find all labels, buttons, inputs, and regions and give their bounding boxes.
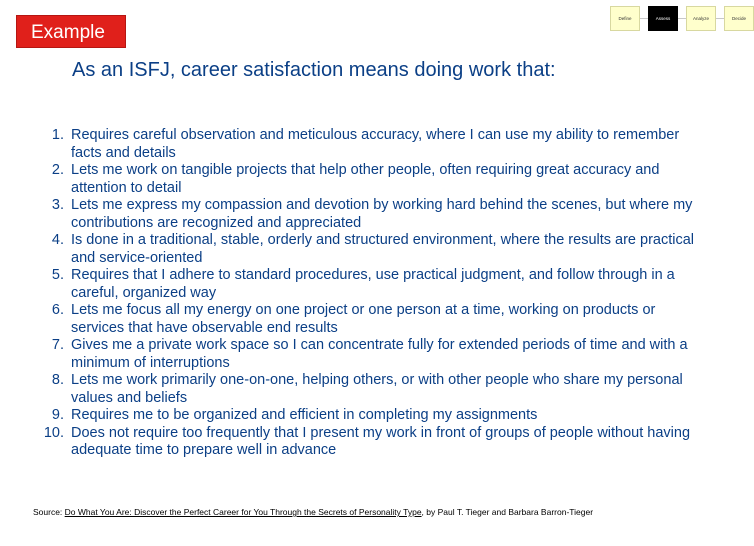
list-item-number: 1. xyxy=(51,127,64,143)
list-item xyxy=(36,127,708,162)
list-item-text: Gives me a private work space so I can concentrate fully for extended periods of time and with a minimum of interruptions xyxy=(71,337,688,371)
list-item-text: Lets me work on tangible projects that help other people, often requiring great accuracy and attention to detail xyxy=(71,162,660,196)
list-item-number: 9. xyxy=(51,407,64,423)
nav-step-assess[interactable]: Assess xyxy=(648,6,678,31)
satisfaction-list xyxy=(36,127,708,460)
list-item-number: 3. xyxy=(51,197,64,213)
list-item-number: 4. xyxy=(51,232,64,248)
list-item-text: Requires me to be organized and efficient in completing my assignments xyxy=(71,407,538,423)
list-item xyxy=(36,425,708,460)
list-item-number: 5. xyxy=(51,267,64,283)
list-item-number: 2. xyxy=(51,162,64,178)
source-prefix: Source: xyxy=(33,507,65,517)
list-item xyxy=(36,337,708,372)
list-item-number: 7. xyxy=(51,337,64,353)
list-item-text: Is done in a traditional, stable, orderly and structured environment, where the results are practical and service-oriented xyxy=(71,232,695,266)
page-title: As an ISFJ, career satisfaction means doing work that: xyxy=(72,59,556,81)
list-item-text: Requires that I adhere to standard procedures, use practical judgment, and follow through in a careful, organized way xyxy=(71,267,675,301)
list-item-number: 6. xyxy=(51,302,64,318)
list-item xyxy=(36,372,708,407)
list-item xyxy=(36,302,708,337)
example-badge: Example xyxy=(16,15,126,48)
nav-step-analyze[interactable]: Analyze xyxy=(686,6,716,31)
list-item-number: 8. xyxy=(51,372,64,388)
nav-step-decide[interactable]: Decide xyxy=(724,6,754,31)
nav-connector xyxy=(640,18,648,19)
source-citation xyxy=(33,507,593,517)
list-item-text: Lets me focus all my energy on one project or one person at a time, working on products or services that have observable end results xyxy=(71,302,656,336)
list-item-number: 10. xyxy=(43,424,64,441)
list-item-text: Lets me express my compassion and devotion by working hard behind the scenes, but where my contributions are recognized and appreciated xyxy=(71,197,693,231)
list-item xyxy=(36,162,708,197)
list-item xyxy=(36,232,708,267)
list-item xyxy=(36,267,708,302)
nav-connector xyxy=(716,18,724,19)
source-book-link[interactable]: Do What You Are: Discover the Perfect Career for You Through the Secrets of Personality Type xyxy=(64,507,422,517)
process-nav xyxy=(610,6,754,31)
list-item xyxy=(36,197,708,232)
nav-connector xyxy=(678,18,686,19)
source-suffix: , by Paul T. Tieger and Barbara Barron-Tieger xyxy=(421,507,594,517)
list-item-text: Does not require too frequently that I present my work in front of groups of people without having adequate time to prepare well in advance xyxy=(71,424,691,458)
nav-step-define[interactable]: Define xyxy=(610,6,640,31)
list-item-text: Requires careful observation and meticulous accuracy, where I can use my ability to remember facts and details xyxy=(71,127,680,161)
list-item xyxy=(36,407,708,425)
list-item-text: Lets me work primarily one-on-one, helping others, or with other people who share my personal values and beliefs xyxy=(71,372,683,406)
